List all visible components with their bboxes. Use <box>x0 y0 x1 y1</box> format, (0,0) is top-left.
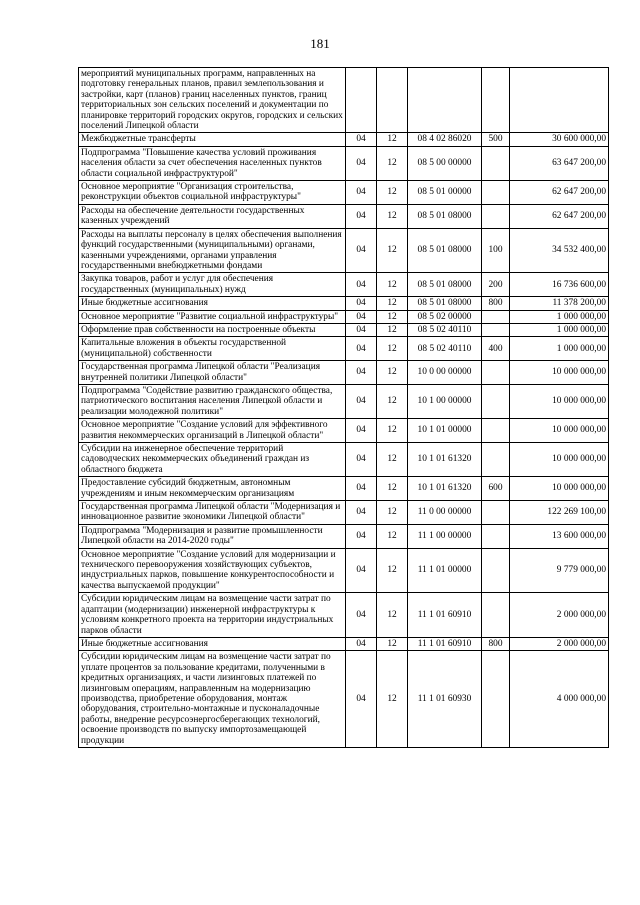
subsection-code-cell: 12 <box>377 384 408 418</box>
section-code-cell: 04 <box>346 384 377 418</box>
row-name-cell: Подпрограмма "Модернизация и развитие промышленности Липецкой области на 2014-2020 годы" <box>79 524 346 548</box>
subsection-code-cell: 12 <box>377 419 408 443</box>
subsection-code-cell: 12 <box>377 133 408 146</box>
amount-cell: 10 000 000,00 <box>510 443 609 477</box>
row-name-cell: Оформление прав собственности на построенные объекты <box>79 323 346 336</box>
amount-cell: 2 000 000,00 <box>510 637 609 650</box>
section-code-cell: 04 <box>346 593 377 638</box>
target-article-cell: 08 5 02 40110 <box>408 323 482 336</box>
row-name-cell: Иные бюджетные ассигнования <box>79 637 346 650</box>
amount-cell: 62 647 200,00 <box>510 181 609 205</box>
target-article-cell: 11 1 01 00000 <box>408 548 482 593</box>
subsection-code-cell <box>377 68 408 133</box>
amount-cell: 10 000 000,00 <box>510 477 609 501</box>
target-article-cell: 08 5 01 08000 <box>408 204 482 228</box>
section-code-cell: 04 <box>346 133 377 146</box>
row-name-cell: Подпрограмма "Содействие развитию гражданского общества, патриотического воспитания населения Липецкой области и реализации молодежной политики" <box>79 384 346 418</box>
subsection-code-cell: 12 <box>377 323 408 336</box>
section-code-cell: 04 <box>346 548 377 593</box>
section-code-cell: 04 <box>346 323 377 336</box>
section-code-cell: 04 <box>346 637 377 650</box>
expense-type-cell: 600 <box>482 477 510 501</box>
table-row <box>79 204 609 228</box>
amount-cell: 9 779 000,00 <box>510 548 609 593</box>
target-article-cell: 08 5 02 40110 <box>408 337 482 361</box>
expense-type-cell <box>482 146 510 180</box>
subsection-code-cell: 12 <box>377 637 408 650</box>
table-row <box>79 323 609 336</box>
table-row <box>79 310 609 323</box>
subsection-code-cell: 12 <box>377 273 408 297</box>
table-row <box>79 181 609 205</box>
section-code-cell: 04 <box>346 651 377 748</box>
target-article-cell: 08 5 01 08000 <box>408 273 482 297</box>
target-article-cell: 10 1 01 00000 <box>408 419 482 443</box>
row-name-cell: Иные бюджетные ассигнования <box>79 297 346 310</box>
table-row <box>79 361 609 385</box>
section-code-cell: 04 <box>346 361 377 385</box>
expense-type-cell: 100 <box>482 228 510 273</box>
section-code-cell: 04 <box>346 273 377 297</box>
amount-cell: 1 000 000,00 <box>510 310 609 323</box>
target-article-cell: 11 0 00 00000 <box>408 501 482 525</box>
target-article-cell: 11 1 01 60910 <box>408 637 482 650</box>
target-article-cell: 10 1 01 61320 <box>408 443 482 477</box>
target-article-cell: 08 5 01 00000 <box>408 181 482 205</box>
section-code-cell: 04 <box>346 297 377 310</box>
row-name-cell: Предоставление субсидий бюджетным, автономным учреждениям и иным некоммерческим организациям <box>79 477 346 501</box>
amount-cell: 63 647 200,00 <box>510 146 609 180</box>
row-name-cell: Расходы на обеспечение деятельности государственных казенных учреждений <box>79 204 346 228</box>
subsection-code-cell: 12 <box>377 593 408 638</box>
row-name-cell: Субсидии юридическим лицам на возмещение части затрат по уплате процентов за пользование кредитами, полученными в кредитных организациях, и части лизинговых платежей по лизинговым операциям, направленным на модернизацию производства, приобретение оборудования, монтаж оборудования, строительно-монтажные и пусконаладочные работы, внедрение ресурсоэнергосберегающих технологий, освоение производств по выпуску импортозамещающей продукции <box>79 651 346 748</box>
expense-type-cell <box>482 361 510 385</box>
expense-type-cell <box>482 310 510 323</box>
subsection-code-cell: 12 <box>377 548 408 593</box>
expense-type-cell: 500 <box>482 133 510 146</box>
subsection-code-cell: 12 <box>377 146 408 180</box>
row-name-cell: Основное мероприятие "Развитие социальной инфраструктуры" <box>79 310 346 323</box>
section-code-cell: 04 <box>346 501 377 525</box>
expense-type-cell <box>482 651 510 748</box>
table-row <box>79 524 609 548</box>
section-code-cell: 04 <box>346 204 377 228</box>
section-code-cell: 04 <box>346 477 377 501</box>
target-article-cell: 08 5 02 00000 <box>408 310 482 323</box>
table-row <box>79 133 609 146</box>
target-article-cell: 10 1 00 00000 <box>408 384 482 418</box>
subsection-code-cell: 12 <box>377 501 408 525</box>
expense-type-cell <box>482 181 510 205</box>
row-name-cell: Закупка товаров, работ и услуг для обеспечения государственных (муниципальных) нужд <box>79 273 346 297</box>
row-name-cell: Расходы на выплаты персоналу в целях обеспечения выполнения функций государственными (муниципальными) органами, казенными учреждениями, органами управления государственными внебюджетными фондами <box>79 228 346 273</box>
amount-cell: 34 532 400,00 <box>510 228 609 273</box>
row-name-cell: Субсидии юридическим лицам на возмещение части затрат по адаптации (модернизации) инженерной инфраструктуры к условиям конкретного проекта на территории индустриальных парков области <box>79 593 346 638</box>
expense-type-cell: 800 <box>482 637 510 650</box>
amount-cell: 10 000 000,00 <box>510 419 609 443</box>
target-article-cell: 10 0 00 00000 <box>408 361 482 385</box>
section-code-cell <box>346 68 377 133</box>
table-row <box>79 337 609 361</box>
amount-cell: 16 736 600,00 <box>510 273 609 297</box>
subsection-code-cell: 12 <box>377 204 408 228</box>
row-name-cell: Государственная программа Липецкой области "Реализация внутренней политики Липецкой области" <box>79 361 346 385</box>
subsection-code-cell: 12 <box>377 228 408 273</box>
table-row <box>79 548 609 593</box>
expense-type-cell <box>482 419 510 443</box>
subsection-code-cell: 12 <box>377 361 408 385</box>
target-article-cell: 11 1 01 60930 <box>408 651 482 748</box>
expense-type-cell: 800 <box>482 297 510 310</box>
table-row <box>79 68 609 133</box>
target-article-cell: 10 1 01 61320 <box>408 477 482 501</box>
expense-type-cell <box>482 593 510 638</box>
row-name-cell: Капитальные вложения в объекты государственной (муниципальной) собственности <box>79 337 346 361</box>
section-code-cell: 04 <box>346 146 377 180</box>
amount-cell: 11 378 200,00 <box>510 297 609 310</box>
subsection-code-cell: 12 <box>377 651 408 748</box>
row-name-cell: Основное мероприятие "Создание условий для эффективного развития некоммерческих организаций в Липецкой области" <box>79 419 346 443</box>
subsection-code-cell: 12 <box>377 310 408 323</box>
section-code-cell: 04 <box>346 181 377 205</box>
target-article-cell <box>408 68 482 133</box>
amount-cell: 13 600 000,00 <box>510 524 609 548</box>
expense-type-cell <box>482 443 510 477</box>
expense-type-cell <box>482 68 510 133</box>
target-article-cell: 08 5 01 08000 <box>408 228 482 273</box>
page-number: 181 <box>310 36 330 51</box>
section-code-cell: 04 <box>346 337 377 361</box>
amount-cell: 10 000 000,00 <box>510 384 609 418</box>
table-row <box>79 477 609 501</box>
subsection-code-cell: 12 <box>377 524 408 548</box>
table-row <box>79 297 609 310</box>
budget-table <box>78 67 609 748</box>
row-name-cell: Основное мероприятие "Создание условий для модернизации и технического перевооружения хозяйствующих субъектов, индустриальных парков, повышение конкурентоспособности и качества выпускаемой продукции" <box>79 548 346 593</box>
target-article-cell: 11 1 00 00000 <box>408 524 482 548</box>
row-name-cell: Подпрограмма "Повышение качества условий проживания населения области за счет обеспечения населенных пунктов области социальной инфраструктурой" <box>79 146 346 180</box>
row-name-cell: мероприятий муниципальных программ, направленных на подготовку генеральных планов, правил землепользования и застройки, карт (планов) границ населенных пунктов, границ территориальных зон сельских поселений и документации по планировке территорий городских округов, городских и сельских поселений Липецкой области <box>79 68 346 133</box>
amount-cell <box>510 68 609 133</box>
amount-cell: 1 000 000,00 <box>510 323 609 336</box>
expense-type-cell <box>482 384 510 418</box>
amount-cell: 30 600 000,00 <box>510 133 609 146</box>
target-article-cell: 08 4 02 86020 <box>408 133 482 146</box>
table-row <box>79 443 609 477</box>
target-article-cell: 11 1 01 60910 <box>408 593 482 638</box>
table-row <box>79 146 609 180</box>
subsection-code-cell: 12 <box>377 477 408 501</box>
subsection-code-cell: 12 <box>377 181 408 205</box>
table-row <box>79 651 609 748</box>
amount-cell: 62 647 200,00 <box>510 204 609 228</box>
table-row <box>79 637 609 650</box>
row-name-cell: Основное мероприятие "Организация строительства, реконструкции объектов социальной инфраструктуры" <box>79 181 346 205</box>
expense-type-cell <box>482 323 510 336</box>
expense-type-cell <box>482 501 510 525</box>
subsection-code-cell: 12 <box>377 443 408 477</box>
row-name-cell: Субсидии на инженерное обеспечение территорий садоводческих некоммерческих объединений граждан из областного бюджета <box>79 443 346 477</box>
amount-cell: 10 000 000,00 <box>510 361 609 385</box>
amount-cell: 1 000 000,00 <box>510 337 609 361</box>
row-name-cell: Государственная программа Липецкой области "Модернизация и инновационное развитие экономики Липецкой области" <box>79 501 346 525</box>
target-article-cell: 08 5 00 00000 <box>408 146 482 180</box>
table-row <box>79 419 609 443</box>
section-code-cell: 04 <box>346 310 377 323</box>
table-row <box>79 593 609 638</box>
row-name-cell: Межбюджетные трансферты <box>79 133 346 146</box>
table-row <box>79 384 609 418</box>
section-code-cell: 04 <box>346 228 377 273</box>
table-row <box>79 273 609 297</box>
expense-type-cell: 200 <box>482 273 510 297</box>
amount-cell: 2 000 000,00 <box>510 593 609 638</box>
amount-cell: 122 269 100,00 <box>510 501 609 525</box>
section-code-cell: 04 <box>346 419 377 443</box>
table-row <box>79 501 609 525</box>
expense-type-cell <box>482 524 510 548</box>
amount-cell: 4 000 000,00 <box>510 651 609 748</box>
section-code-cell: 04 <box>346 443 377 477</box>
section-code-cell: 04 <box>346 524 377 548</box>
expense-type-cell: 400 <box>482 337 510 361</box>
subsection-code-cell: 12 <box>377 297 408 310</box>
expense-type-cell <box>482 548 510 593</box>
table-row <box>79 228 609 273</box>
expense-type-cell <box>482 204 510 228</box>
target-article-cell: 08 5 01 08000 <box>408 297 482 310</box>
subsection-code-cell: 12 <box>377 337 408 361</box>
